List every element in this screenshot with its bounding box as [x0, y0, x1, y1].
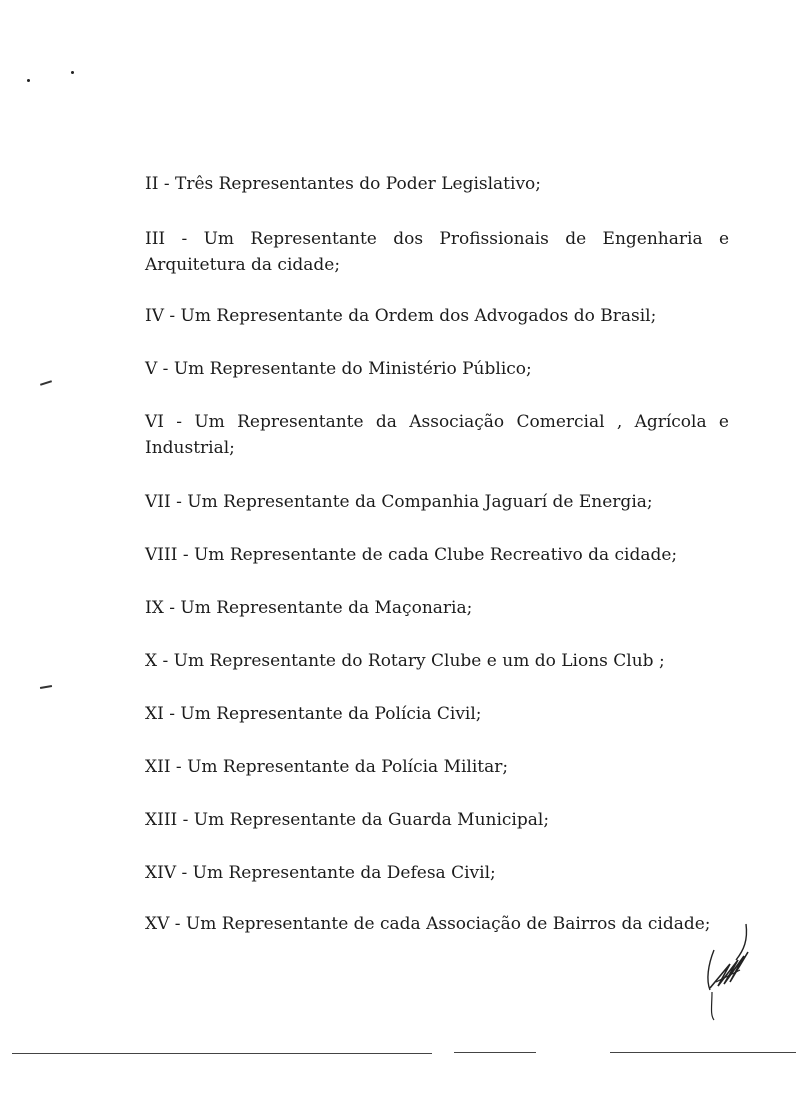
list-item: XIV - Um Representante da Defesa Civil; [145, 863, 496, 883]
list-item: VII - Um Representante da Companhia Jaguarí de Energia; [145, 492, 653, 512]
list-item: XIII - Um Representante da Guarda Municipal; [145, 810, 550, 830]
list-item: X - Um Representante do Rotary Clube e um do Lions Club ; [145, 651, 665, 671]
scan-speck [71, 71, 74, 74]
list-item: XI - Um Representante da Polícia Civil; [145, 704, 482, 724]
list-item: VIII - Um Representante de cada Clube Recreativo da cidade; [145, 545, 678, 565]
footer-rule [12, 1053, 432, 1054]
scan-speck [27, 79, 30, 82]
list-item: IV - Um Representante da Ordem dos Advogados do Brasil; [145, 306, 657, 326]
footer-rule [610, 1052, 796, 1053]
margin-mark [40, 685, 52, 689]
list-item: VI - Um Representante da Associação Comercial , Agrícola e Industrial; [145, 412, 729, 458]
margin-mark [40, 380, 52, 386]
list-item: II - Três Representantes do Poder Legislativo; [145, 174, 542, 194]
signature-scribble [700, 920, 770, 1030]
list-item: XII - Um Representante da Polícia Militar; [145, 757, 509, 777]
list-item: V - Um Representante do Ministério Público; [145, 359, 532, 379]
footer-rule [454, 1052, 536, 1053]
list-item: IX - Um Representante da Maçonaria; [145, 598, 473, 618]
list-item: III - Um Representante dos Profissionais de Engenharia e Arquitetura da cidade; [145, 229, 729, 275]
list-item: XV - Um Representante de cada Associação de Bairros da cidade; [145, 914, 711, 934]
